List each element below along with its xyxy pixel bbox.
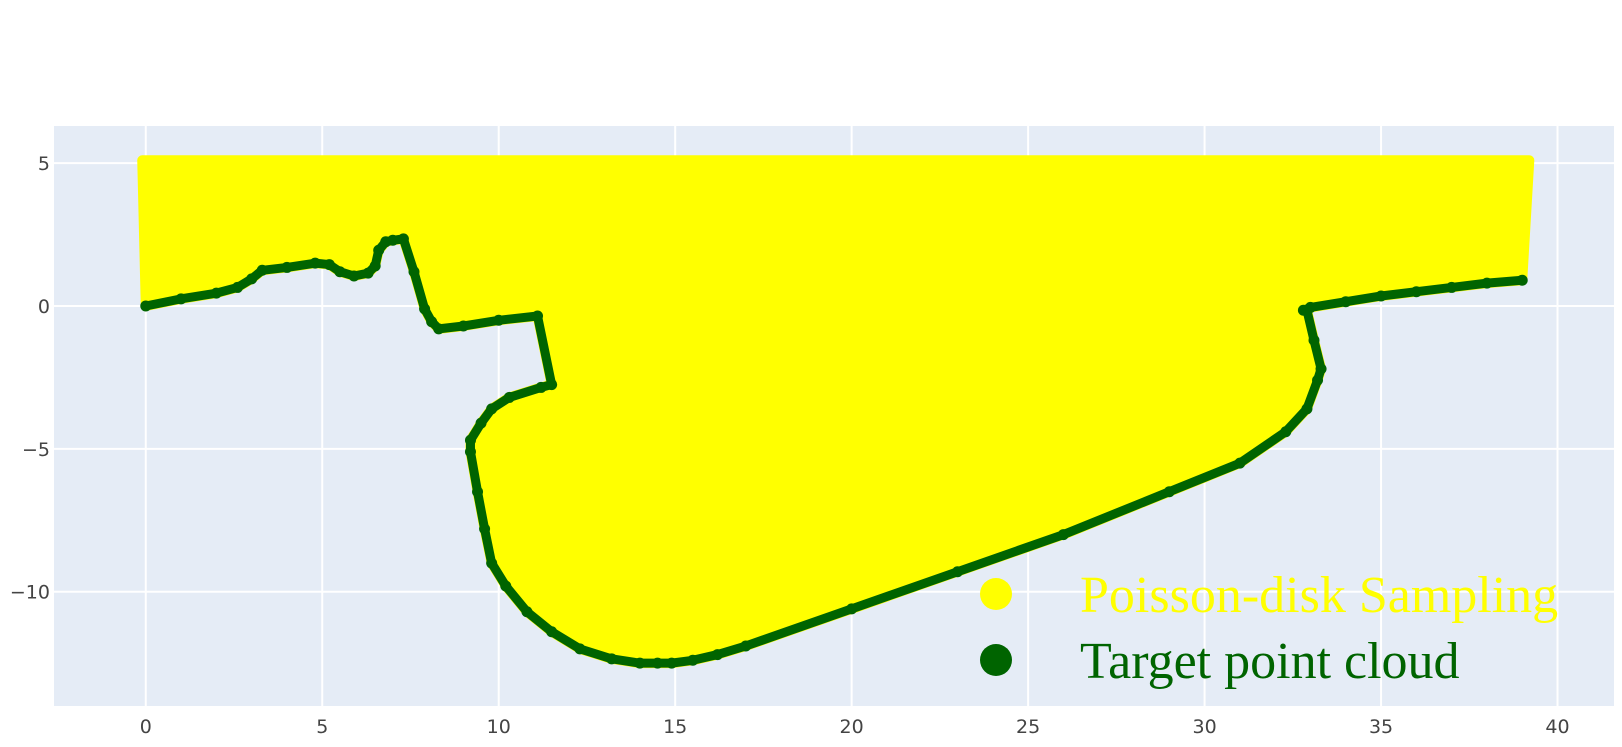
target-point (536, 382, 547, 393)
target-point (532, 311, 543, 322)
target-point (281, 262, 292, 273)
target-point (486, 558, 497, 569)
target-point (1316, 363, 1327, 374)
target-point (419, 303, 430, 314)
y-tick-label: −5 (21, 438, 50, 461)
target-point (687, 655, 698, 666)
target-point (1446, 282, 1457, 293)
target-point (324, 259, 335, 270)
target-point (486, 403, 497, 414)
target-point (952, 566, 963, 577)
target-point (606, 653, 617, 664)
target-point (1301, 403, 1312, 414)
target-point (176, 293, 187, 304)
target-point (140, 301, 151, 312)
target-point (479, 523, 490, 534)
target-point (232, 282, 243, 293)
legend-marker-poisson (980, 578, 1012, 610)
target-point (652, 658, 663, 669)
target-point (1340, 296, 1351, 307)
target-point (1234, 458, 1245, 469)
x-axis-ticks (140, 716, 1570, 738)
target-point (409, 266, 420, 277)
target-point (334, 266, 345, 277)
target-point (493, 315, 504, 326)
target-point (1481, 278, 1492, 289)
target-point (521, 606, 532, 617)
target-point (1058, 529, 1069, 540)
y-tick-label: 0 (37, 296, 50, 318)
target-point (433, 323, 444, 334)
x-tick-label: 30 (1192, 716, 1217, 738)
y-tick-label: 5 (37, 153, 50, 176)
target-point (1517, 275, 1528, 286)
target-point (846, 603, 857, 614)
legend-marker-target (980, 644, 1012, 676)
target-point (349, 271, 360, 282)
x-tick-label: 25 (1016, 716, 1041, 738)
y-tick-label: −10 (9, 581, 50, 604)
target-point (310, 258, 321, 269)
target-point (476, 418, 487, 429)
legend-label-target: Target point cloud (1080, 633, 1460, 690)
legend-label-poisson: Poisson-disk Sampling (1080, 567, 1559, 624)
target-point (740, 641, 751, 652)
target-point (458, 321, 469, 332)
x-tick-label: 15 (663, 716, 688, 738)
target-point (504, 392, 515, 403)
target-point (1411, 286, 1422, 297)
target-point (1164, 486, 1175, 497)
x-tick-label: 0 (139, 716, 152, 738)
x-tick-label: 10 (486, 716, 511, 738)
x-tick-label: 5 (316, 716, 329, 738)
x-tick-label: 35 (1368, 716, 1394, 738)
target-point (1312, 375, 1323, 386)
target-point (246, 273, 257, 284)
target-point (574, 643, 585, 654)
target-point (472, 486, 483, 497)
target-point (1309, 335, 1320, 346)
target-point (387, 235, 398, 246)
target-point (398, 233, 409, 244)
target-point (500, 581, 511, 592)
target-point (634, 658, 645, 669)
target-point (712, 649, 723, 660)
target-point (666, 658, 677, 669)
x-tick-label: 40 (1545, 716, 1570, 738)
target-point (546, 626, 557, 637)
target-point (1280, 426, 1291, 437)
target-point (257, 265, 268, 276)
target-point (1376, 291, 1387, 302)
target-point (370, 261, 381, 272)
target-point (211, 288, 222, 299)
target-point (546, 379, 557, 390)
y-axis-ticks (10, 153, 50, 604)
target-point (1305, 302, 1316, 313)
target-point (373, 245, 384, 256)
target-point (465, 435, 476, 446)
target-point (465, 446, 476, 457)
x-tick-label: 20 (839, 716, 864, 738)
